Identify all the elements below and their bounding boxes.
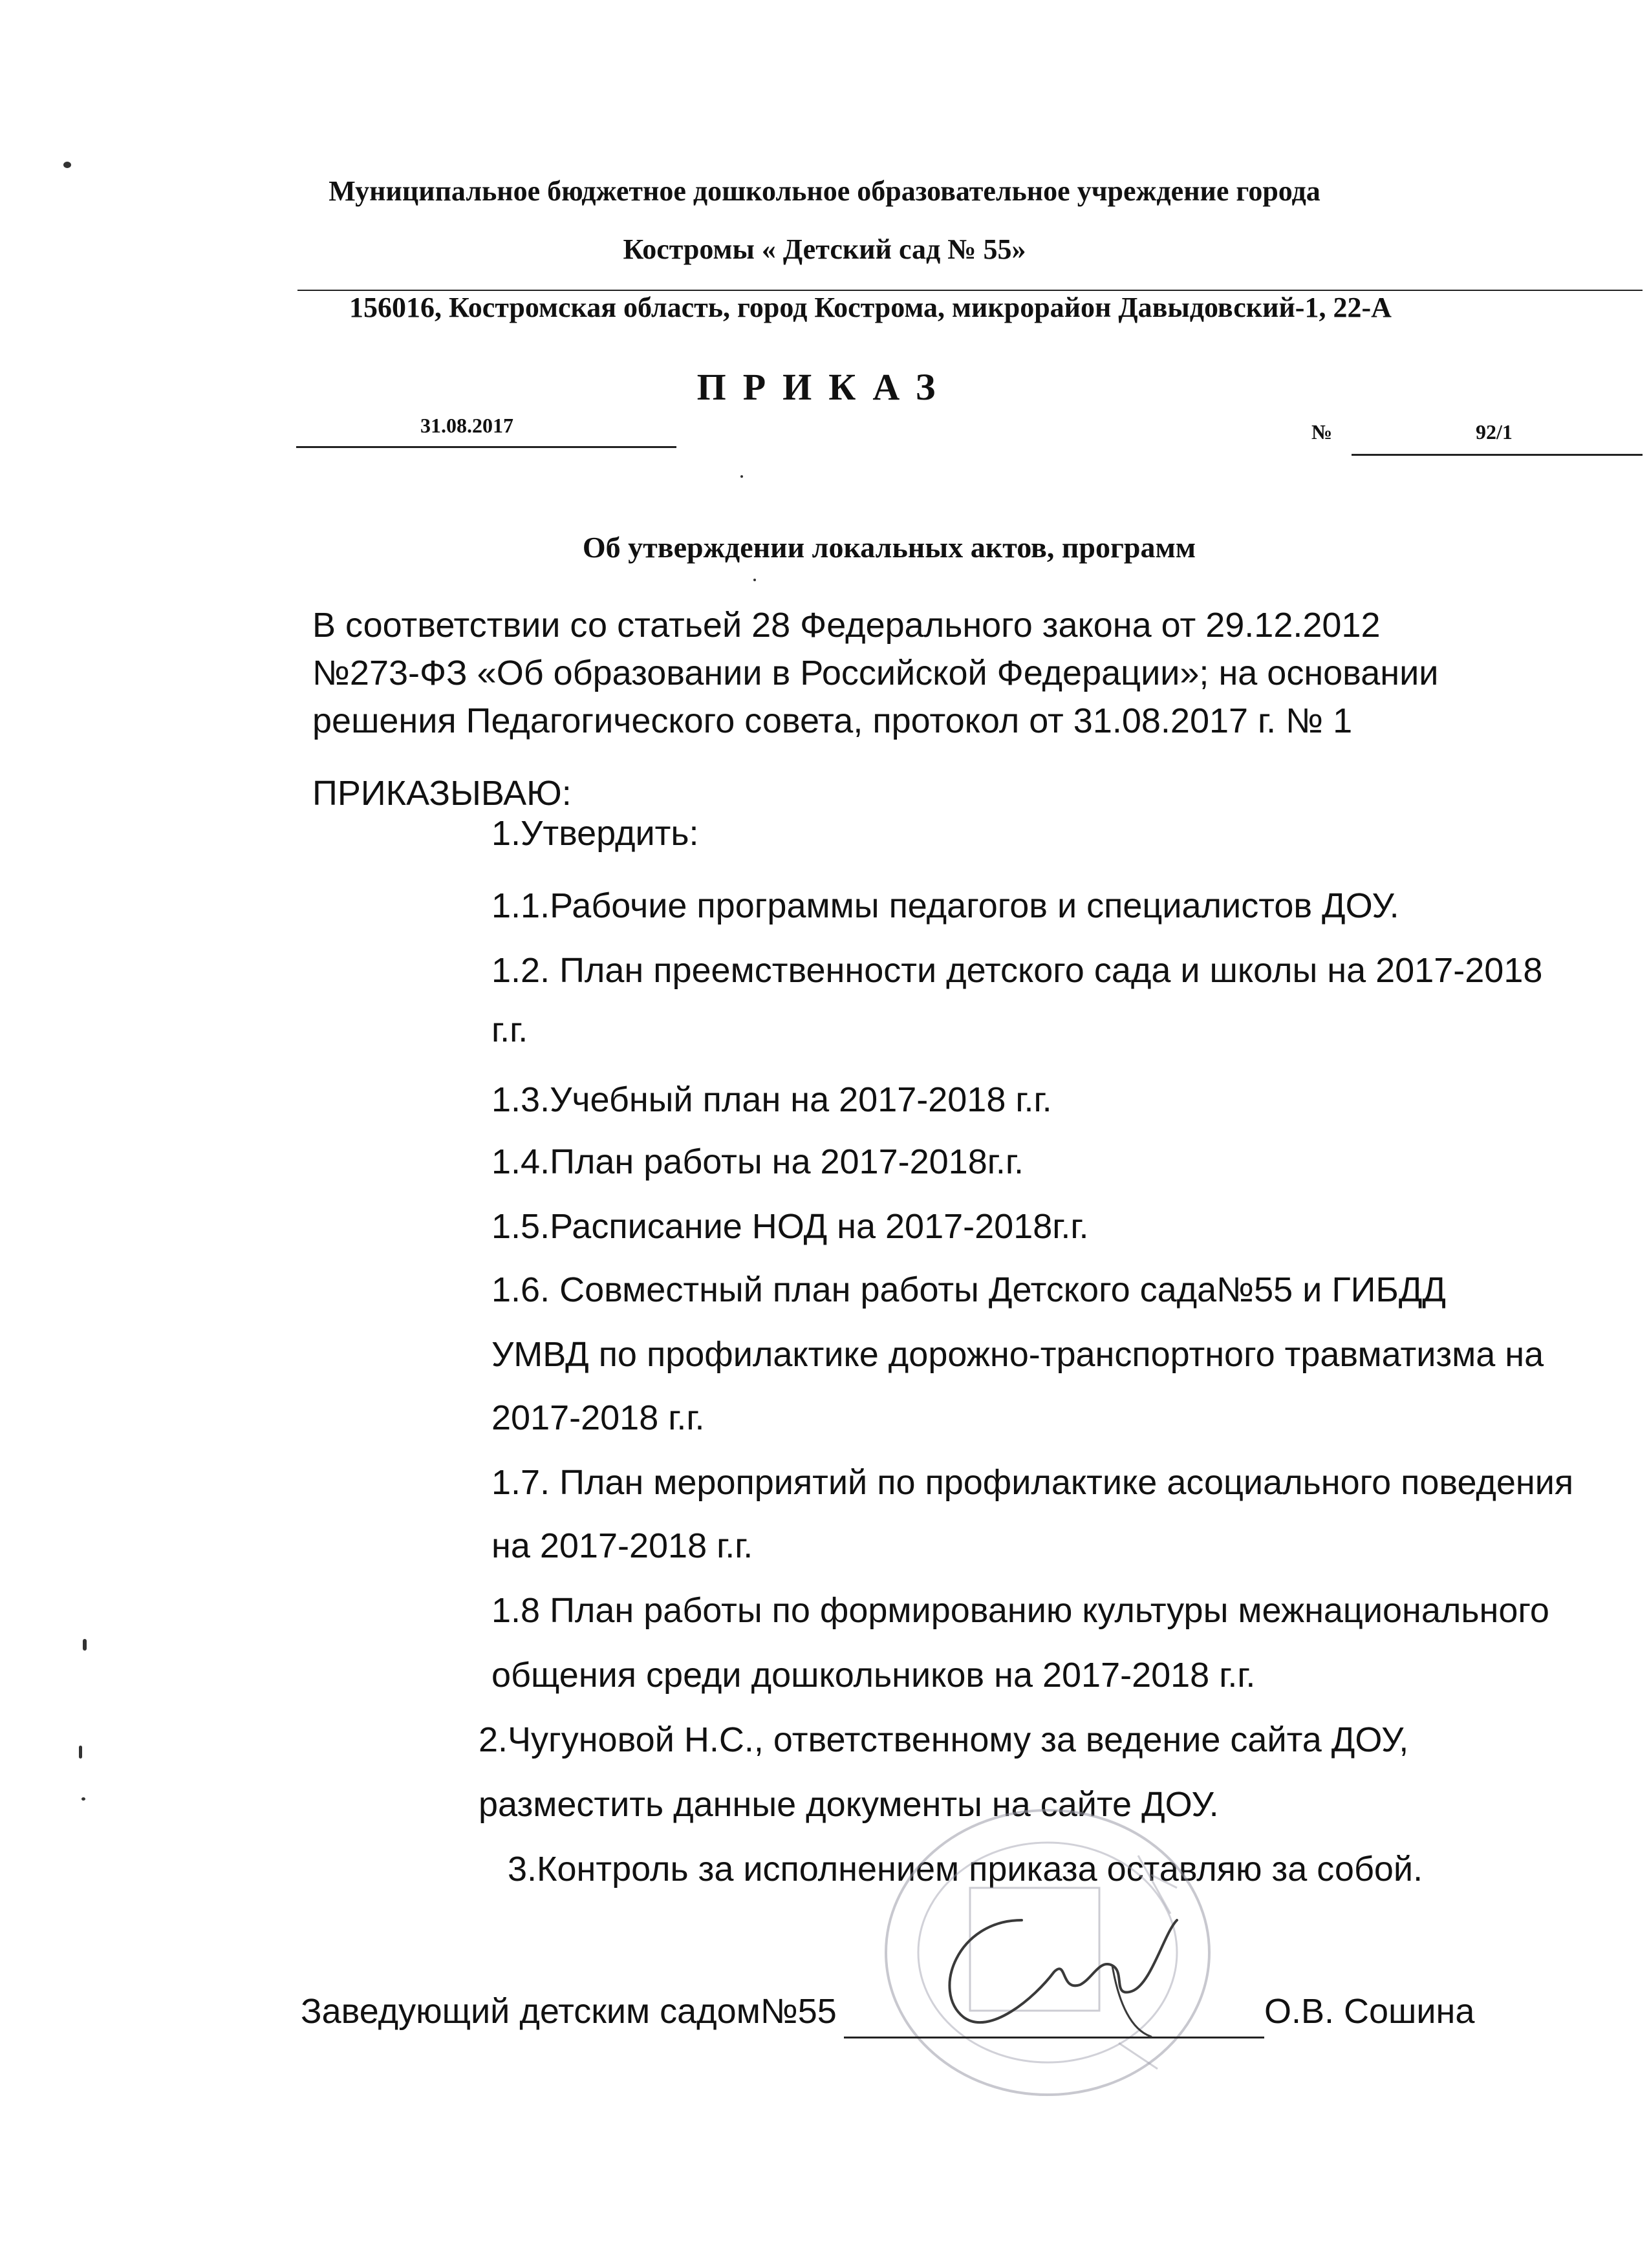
scan-speck	[81, 1797, 85, 1801]
list-item: разместить данные документы на сайте ДОУ.	[479, 1785, 1219, 1824]
scan-speck	[79, 1746, 82, 1759]
preamble-line: В соответствии со статьей 28 Федерального закона от 29.12.2012	[312, 606, 1381, 645]
list-item: на 2017-2018 г.г.	[491, 1526, 753, 1565]
list-item: г.г.	[491, 1011, 528, 1049]
date-underline	[296, 446, 676, 448]
list-item: 1.3.Учебный план на 2017-2018 г.г.	[491, 1080, 1052, 1119]
scan-speck	[753, 579, 756, 581]
order-subject: Об утверждении локальных актов, программ	[582, 531, 1196, 564]
order-number: 92/1	[1476, 420, 1513, 444]
list-item: УМВД по профилактике дорожно-транспортного травматизма на	[491, 1335, 1544, 1374]
list-item: 1.4.План работы на 2017-2018г.г.	[491, 1142, 1024, 1181]
order-date: 31.08.2017	[420, 414, 513, 437]
signer-position: Заведующий детским садом№55	[301, 1992, 837, 2031]
signer-name: О.В. Сошина	[1264, 1992, 1475, 2031]
list-item: 1.6. Совместный план работы Детского сада№55 и ГИБДД	[491, 1270, 1446, 1309]
preamble	[312, 601, 1438, 745]
list-item: 1.1.Рабочие программы педагогов и специалистов ДОУ.	[491, 886, 1399, 925]
list-item: 2017-2018 г.г.	[491, 1398, 705, 1437]
list-item: 1.5.Расписание НОД на 2017-2018г.г.	[491, 1207, 1089, 1246]
handwritten-signature	[918, 1894, 1196, 2043]
number-underline	[1352, 454, 1643, 456]
list-item: 1.7. План мероприятий по профилактике асоциального поведения	[491, 1463, 1574, 1502]
preamble-line: №273-ФЗ «Об образовании в Российской Федерации»; на основании	[312, 654, 1439, 692]
list-item: общения среди дошкольников на 2017-2018 г.г.	[491, 1656, 1256, 1695]
org-address: 156016, Костромская область, город Кострома, микрорайон Давыдовский-1, 22-А	[349, 292, 1392, 323]
org-name-line-2: Костромы « Детский сад № 55»	[623, 233, 1026, 265]
list-item: 2.Чугуновой Н.С., ответственному за ведение сайта ДОУ,	[479, 1720, 1409, 1759]
list-item: 1.2. План преемственности детского сада и школы на 2017-2018	[491, 951, 1543, 990]
scan-speck	[740, 475, 743, 478]
order-number-label: №	[1311, 420, 1333, 444]
org-name-line-1: Муниципальное бюджетное дошкольное образовательное учреждение города	[329, 175, 1320, 207]
preamble-line: решения Педагогического совета, протокол от 31.08.2017 г. № 1	[312, 701, 1353, 740]
order-verb: ПРИКАЗЫВАЮ:	[312, 774, 572, 813]
scan-speck	[63, 162, 71, 168]
list-item: 1.Утвердить:	[491, 814, 699, 853]
document-title: ПРИКАЗ	[696, 366, 953, 408]
list-item: 1.8 План работы по формированию культуры межнационального	[491, 1591, 1549, 1630]
list-item: 3.Контроль за исполнением приказа оставляю за собой.	[508, 1850, 1423, 1888]
scan-speck	[83, 1639, 87, 1651]
